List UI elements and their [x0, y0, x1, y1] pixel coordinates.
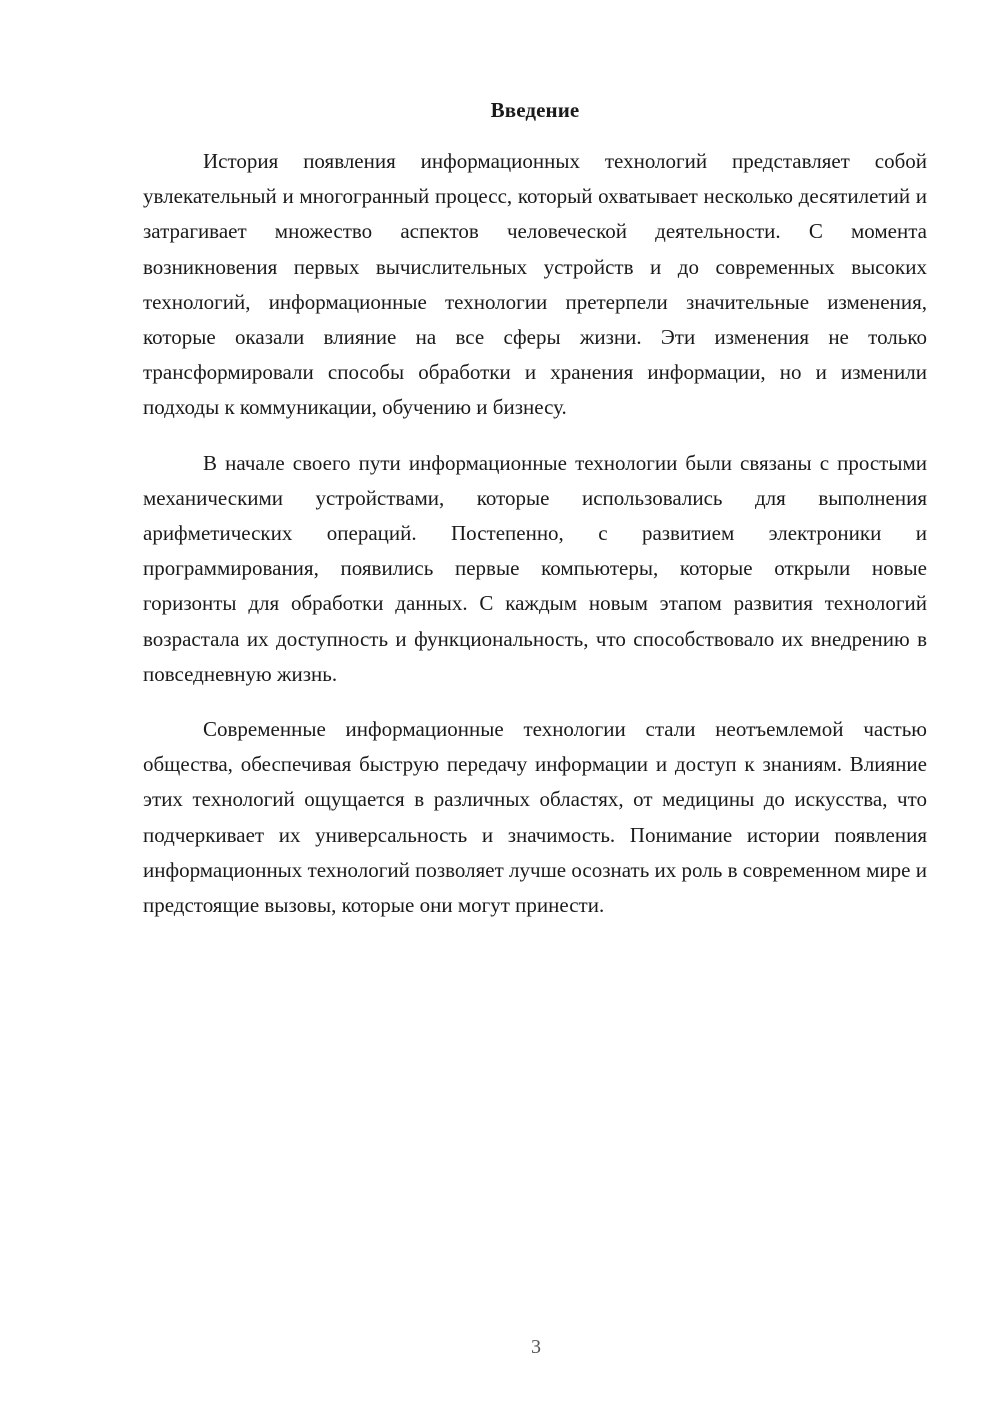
paragraph-3: Современные информационные технологии стали неотъемлемой частью общества, обеспечивая быструю передачу информации и доступ к знаниям. Влияние этих технологий ощущается в различных областях, от медицины до искусства, что подчеркивает их универсальность и значимость. Понимание истории появления информационных технологий позволяет лучше осознать их роль в современном мире и предстоящие вызовы, которые они могут принести.	[143, 717, 927, 918]
paragraph-2: В начале своего пути информационные технологии были связаны с простыми механическими устройствами, которые использовались для выполнения арифметических операций. Постепенно, с развитием электроники и программирования, появились первые компьютеры, которые открыли новые горизонты для обработки данных. С каждым новым этапом развития технологий возрастала их доступность и функциональность, что способствовало их внедрению в повседневную жизнь.	[143, 450, 927, 686]
page-number: 3	[531, 1336, 541, 1358]
paragraph-1: История появления информационных технологий представляет собой увлекательный и многогранный процесс, который охватывает несколько десятилетий и затрагивает множество аспектов человеческой деятельности. С момента возникновения первых вычислительных устройств и до современных высоких технологий, информационные технологии претерпели значительные изменения, которые оказали влияние на все сферы жизни. Эти изменения не только трансформировали способы обработки и хранения информации, но и изменили подходы к коммуникации, обучению и бизнесу.	[143, 149, 927, 420]
page-content	[143, 96, 927, 923]
section-title: Введение	[490, 98, 580, 122]
